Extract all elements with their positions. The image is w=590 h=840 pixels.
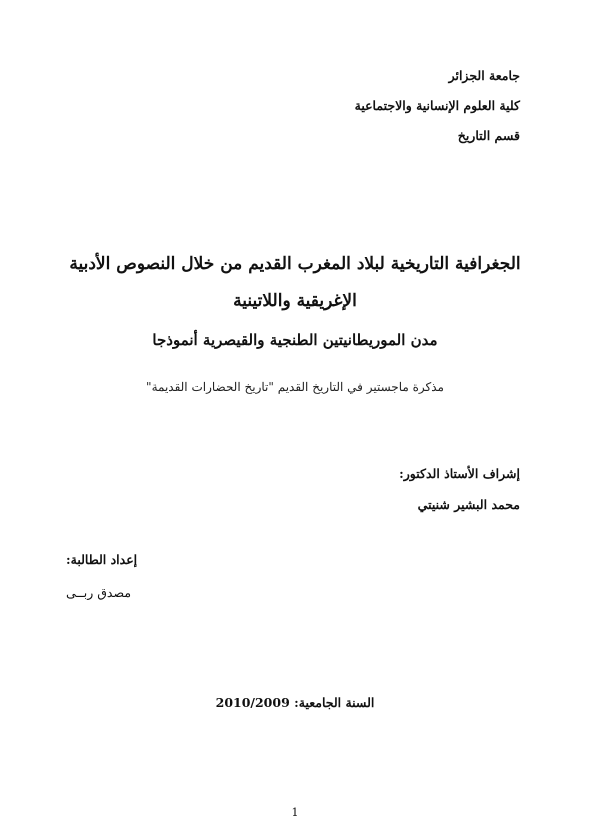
- university-name: جامعة الجزائر: [448, 68, 520, 83]
- thesis-title-line-2: الإغريقية واللاتينية: [233, 291, 357, 311]
- faculty-name: كلية العلوم الإنسانية والاجتماعية: [354, 98, 520, 113]
- department-name: قسم التاريخ: [457, 128, 520, 143]
- supervisor-label: إشراف الأستاذ الدكتور:: [399, 466, 520, 481]
- memo-description: مذكرة ماجستير في التاريخ القديم "تاريخ الحضارات القديمة": [146, 380, 444, 394]
- student-name: مصدق ربــى: [66, 585, 132, 600]
- thesis-subtitle: مدن الموريطانيتين الطنجية والقيصرية أنموذجا: [152, 331, 438, 349]
- thesis-title-line-1: الجغرافية التاريخية لبلاد المغرب القديم من خلال النصوص الأدبية: [69, 254, 521, 274]
- student-label: إعداد الطالبة:: [66, 552, 138, 567]
- supervisor-name: محمد البشير شنيتي: [417, 497, 520, 512]
- page-number: 1: [291, 806, 299, 819]
- academic-year: السنة الجامعية: 2010/2009: [215, 695, 375, 710]
